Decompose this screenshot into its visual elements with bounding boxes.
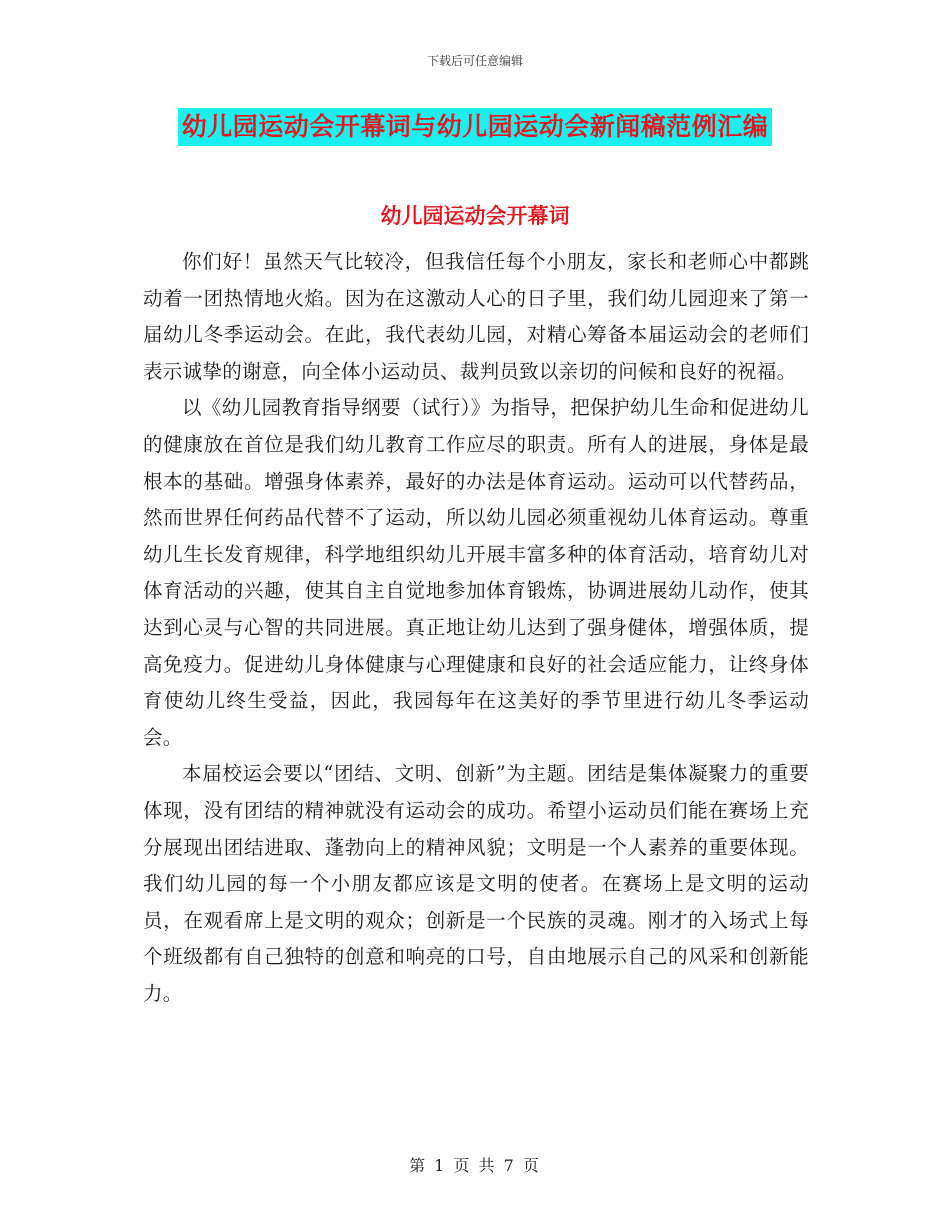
paragraph-2: 以《幼儿园教育指导纲要（试行）》为指导，把保护幼儿生命和促进幼儿的健康放在首位是我们幼儿教育工作应尽的职责。所有人的进展，身体是最根本的基础。增强身体素养，最好的办法是体育运动。运动可以代替药品，然而世界任何药品代替不了运动，所以幼儿园必须重视幼儿体育运动。尊重幼儿生长发育规律，科学地组织幼儿开展丰富多种的体育活动，培育幼儿对体育活动的兴趣，使其自主自觉地参加体育锻炼，协调进展幼儿动作，使其达到心灵与心智的共同进展。真正地让幼儿达到了强身健体，增强体质，提高免疫力。促进幼儿身体健康与心理健康和良好的社会适应能力，让终身体育使幼儿终生受益，因此，我园每年在这美好的季节里进行幼儿冬季运动会。 <box>143 396 809 749</box>
page-header-note: 下载后可任意编辑 <box>426 54 523 68</box>
page-number: 第 1 页 共 7 页 <box>409 1156 541 1175</box>
document-title: 幼儿园运动会开幕词与幼儿园运动会新闻稿范例汇编 <box>178 108 773 146</box>
document-title-container <box>0 108 950 146</box>
body-text <box>143 244 809 1012</box>
section-heading: 幼儿园运动会开幕词 <box>380 204 570 228</box>
paragraph-1: 你们好！虽然天气比较冷，但我信任每个小朋友，家长和老师心中都跳动着一团热情地火焰。因为在这激动人心的日子里，我们幼儿园迎来了第一届幼儿冬季运动会。在此，我代表幼儿园，对精心筹备本届运动会的老师们表示诚挚的谢意，向全体小运动员、裁判员致以亲切的问候和良好的祝福。 <box>143 250 809 383</box>
paragraph-3: 本届校运会要以“团结、文明、创新”为主题。团结是集体凝聚力的重要体现，没有团结的精神就没有运动会的成功。希望小运动员们能在赛场上充分展现出团结进取、蓬勃向上的精神风貌；文明是一个人素养的重要体现。我们幼儿园的每一个小朋友都应该是文明的使者。在赛场上是文明的运动员，在观看席上是文明的观众；创新是一个民族的灵魂。刚才的入场式上每个班级都有自己独特的创意和响亮的口号，自由地展示自己的风采和创新能力。 <box>143 762 809 1005</box>
